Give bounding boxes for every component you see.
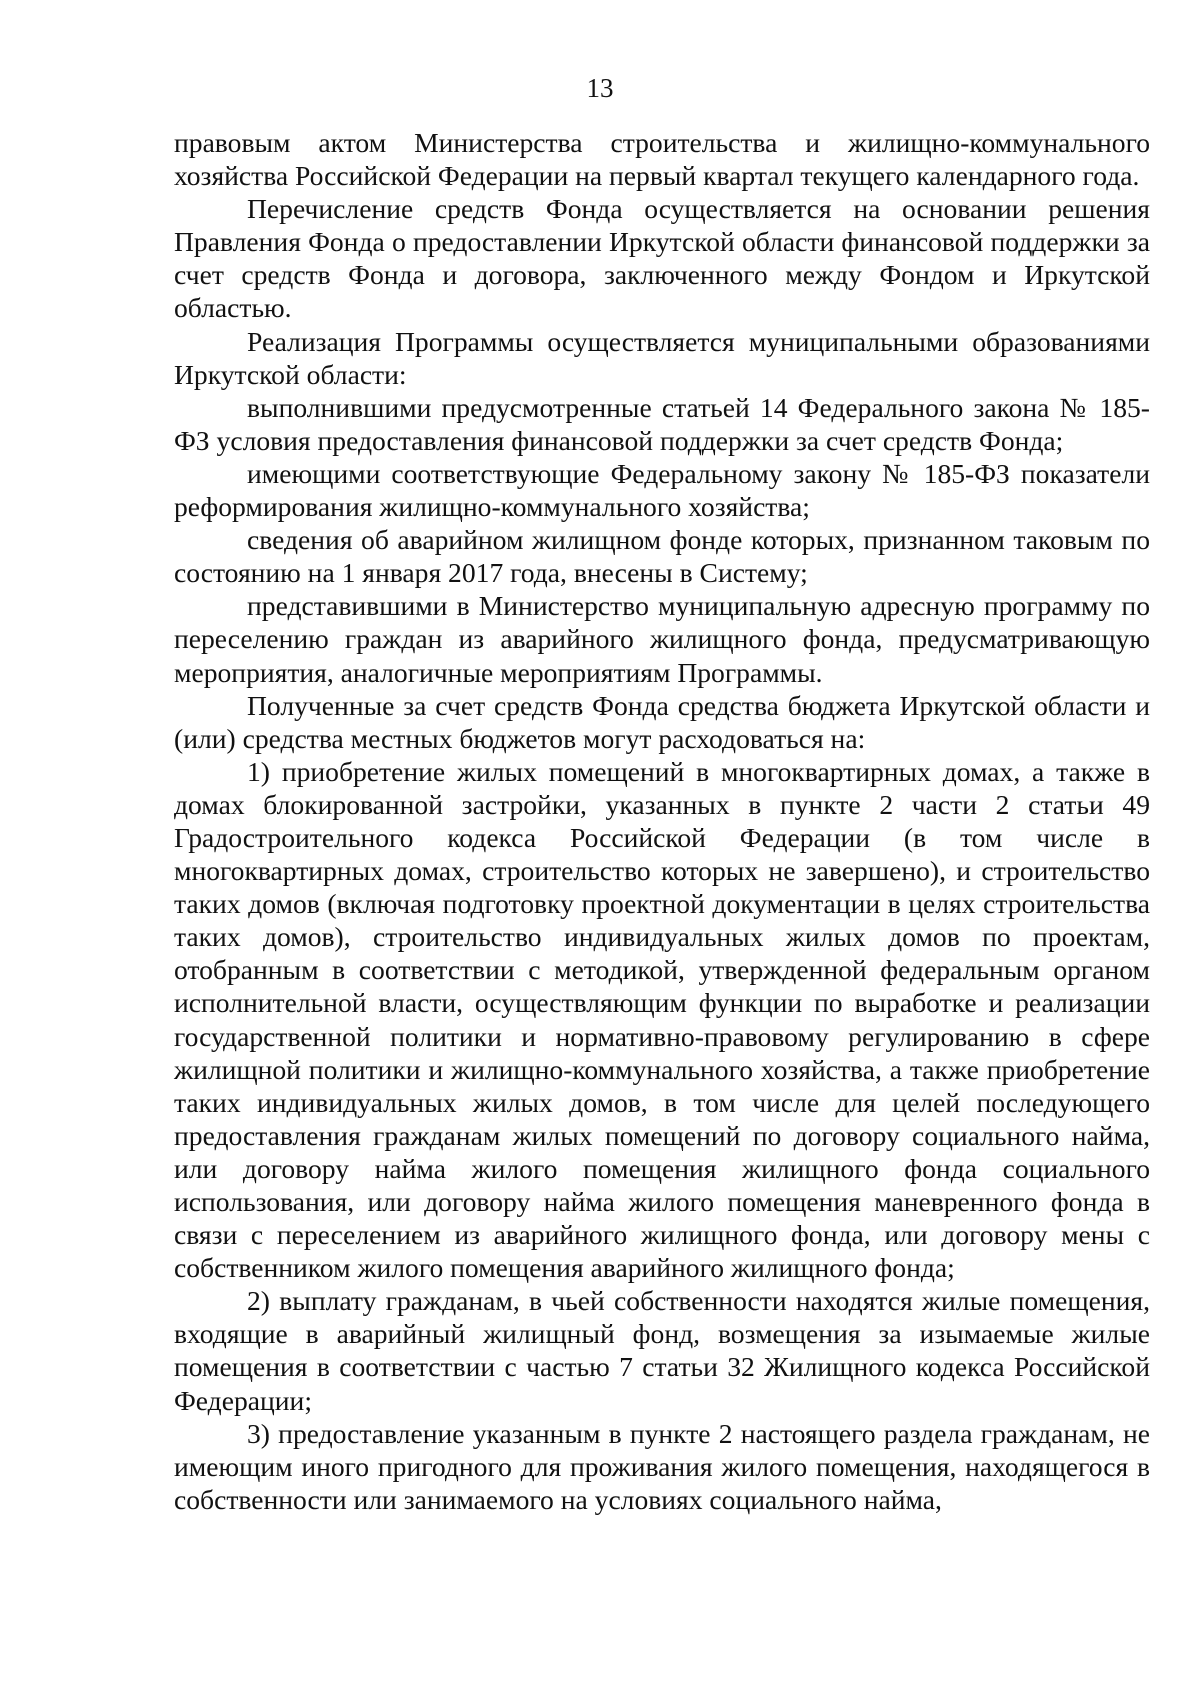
paragraph-continuation: правовым актом Министерства строительства и жилищно-коммунального хозяйства Российской Федерации на первый квартал текущего календарного года.	[174, 127, 1150, 192]
page-number: 13	[586, 73, 614, 103]
condition-item: имеющими соответствующие Федеральному закону № 185-ФЗ показатели реформирования жилищно-коммунального хозяйства;	[174, 457, 1150, 523]
spending-item-2: 2) выплату гражданам, в чьей собственности находятся жилые помещения, входящие в аварийный жилищный фонд, возмещения за изымаемые жилые помещения в соответствии с частью 7 статьи 32 Жилищного кодекса Российской Федерации;	[174, 1285, 1150, 1416]
paragraph-fund-transfer: Перечисление средств Фонда осуществляется на основании решения Правления Фонда о предоставлении Иркутской области финансовой поддержки за счет средств Фонда и договора, заключенного между Фондом и Иркутской областью.	[174, 193, 1150, 324]
paragraph-program-implementation: Реализация Программы осуществляется муниципальными образованиями Иркутской области:	[174, 325, 1150, 390]
condition-item: выполнившими предусмотренные статьей 14 Федерального закона № 185-ФЗ условия предоставления финансовой поддержки за счет средств Фонда;	[174, 391, 1150, 456]
condition-item: сведения об аварийном жилищном фонде которых, признанном таковым по состоянию на 1 января 2017 года, внесены в Систему;	[174, 524, 1150, 589]
spending-item-1: 1) приобретение жилых помещений в многоквартирных домах, а также в домах блокированной застройки, указанных в пункте 2 части 2 статьи 49 Градостроительного кодекса Российской Федерации (в том числе в многоквартирных домах, строительство которых не завершено), и строительство таких домов (включая подготовку проектной документации в целях строительства таких домов), строительство индивидуальных жилых домов по проектам, отобранным в соответствии с методикой, утвержденной федеральным органом исполнительной власти, осуществляющим функции по выработке и реализации государственной политики и нормативно-правовому регулированию в сфере жилищной политики и жилищно-коммунального хозяйства, а также приобретение таких индивидуальных жилых домов, в том числе для целей последующего предоставления гражданам жилых помещений по договору социального найма, или договору найма жилого помещения жилищного фонда социального использования, или договору найма жилого помещения маневренного фонда в связи с переселением из аварийного жилищного фонда, или договору мены с собственником жилого помещения аварийного жилищного фонда;	[174, 755, 1150, 1284]
spending-item-3: 3) предоставление указанным в пункте 2 настоящего раздела гражданам, не имеющим иного пригодного для проживания жилого помещения, находящегося в собственности или занимаемого на условиях социального найма,	[174, 1417, 1150, 1515]
document-body	[174, 126, 1150, 1516]
condition-item: представившими в Министерство муниципальную адресную программу по переселению граждан из аварийного жилищного фонда, предусматривающую мероприятия, аналогичные мероприятиям Программы.	[174, 590, 1150, 688]
paragraph-spending-purposes: Полученные за счет средств Фонда средства бюджета Иркутской области и (или) средства местных бюджетов могут расходоваться на:	[174, 689, 1150, 754]
